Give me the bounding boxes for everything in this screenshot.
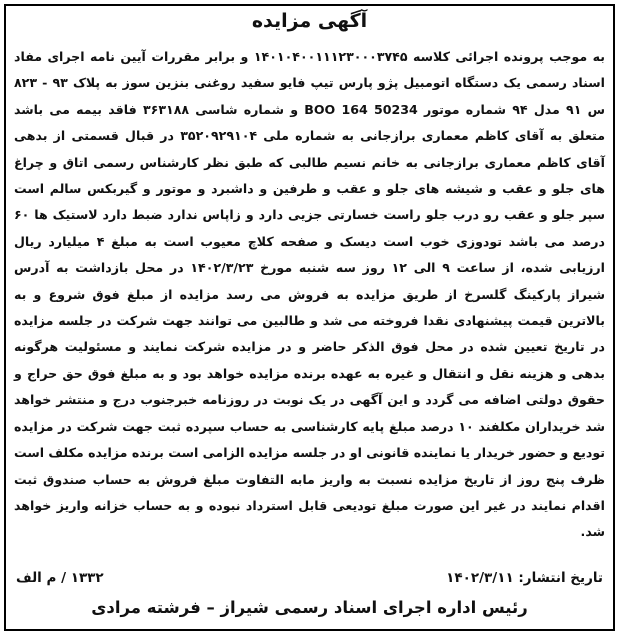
notice-frame — [4, 4, 615, 631]
signature-line: رئیس اداره اجرای اسناد رسمی شیراز – فرشته مرادی — [91, 598, 528, 617]
notice-body — [14, 44, 605, 546]
notice-body-text: به موجب پرونده اجرائی کلاسه ۱۴۰۱۰۴۰۰۱۱۱۲۳۰۰۰۳۷۴۵ و برابر مقررات آیین نامه اجرای مفاد اسناد رسمی یک دستگاه اتومبیل پژو پارس تیپ فایو سفید روغنی بنزین سوز به پلاک ۹۳ - ۸۲۳ س ۹۱ مدل ۹۴ شماره موتور BOO 164 50234 و شماره شاسی ۳۶۳۱۸۸ فاقد بیمه می باشد متعلق به آقای کاظم معماری برازجانی به شماره ملی ۳۵۲۰۹۲۹۱۰۴ در قبال قسمتی از بدهی آقای کاظم معماری برازجانی به خانم نسیم طالبی که طبق نظر کارشناس رسمی اتاق و چراغ های جلو و عقب و شیشه های جلو و عقب و طرفین و داشبرد و موتور و گیربکس سالم است سپر جلو و عقب رو درب جلو راست خسارتی جزیی دارد و زاپاس ندارد ضبط دارد لاستیک ها ۶۰ درصد می باشد تودوزی خوب است دیسک و صفحه کلاچ معیوب است به مبلغ ۴ میلیارد ریال ارزیابی شده، از ساعت ۹ الی ۱۲ روز سه شنبه مورخ ۱۴۰۲/۳/۲۳ در محل بازداشت به آدرس شیراز پارکینگ گلسرخ از طریق مزایده به فروش می رسد مزایده از مبلغ فوق شروع و به بالاترین قیمت پیشنهادی نقدا فروخته می شد و طالبین می توانند جهت شرکت در جلسه مزایده در تاریخ تعیین شده در محل فوق الذکر حاضر و در مزایده شرکت نمایند و مسئولیت هرگونه بدهی و هزینه نقل و انتقال و غیره به عهده برنده مزایده خواهد بود و به مبلغ فوق حق حراج و حقوق دولتی اضافه می گردد و این آگهی در یک نوبت در روزنامه خبرجنوب درج و منتشر خواهد شد خریداران مکلفند ۱۰ درصد مبلغ پایه کارشناسی به حساب سپرده ثبت جهت شرکت در مزایده تودیع و حضور خریدار یا نماینده قانونی او در جلسه مزایده الزامی است برنده مزایده مکلف است ظرف پنج روز از تاریخ مزایده نسبت به واریز مابه التفاوت مبلغ فروش به حساب صندوق ثبت اقدام نمایند در غیر این صورت مبلغ تودیعی قابل استرداد نبوده و به حساب خزانه واریز خواهد شد. — [14, 49, 605, 540]
notice-footer — [16, 570, 603, 586]
publish-date: تاریخ انتشار: ۱۴۰۲/۳/۱۱ — [446, 570, 603, 586]
notice-title: آگهی مزایده — [251, 10, 368, 32]
reference-number: ۱۳۳۲ / م الف — [16, 570, 104, 586]
